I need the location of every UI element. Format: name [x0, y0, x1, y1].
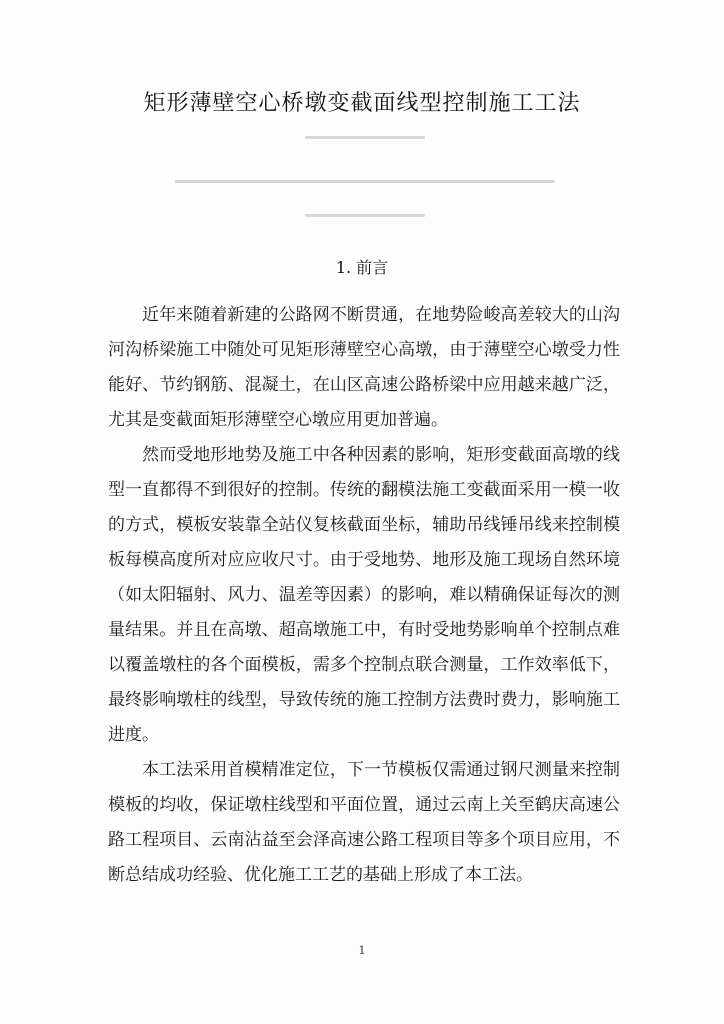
section-heading: 1. 前言: [335, 258, 389, 277]
document-title: 矩形薄壁空心桥墩变截面线型控制施工工法: [143, 91, 581, 116]
faded-line-mark: [305, 136, 425, 139]
faded-line-mark: [175, 180, 555, 183]
body-text: [108, 298, 620, 893]
paragraph: 近年来随着新建的公路网不断贯通，在地势险峻高差较大的山沟河沟桥梁施工中随处可见矩形薄壁空心高墩，由于薄壁空心墩受力性能好、节约钢筋、混凝土，在山区高速公路桥梁中应用越来越广泛，尤其是变截面矩形薄壁空心墩应用更加普遍。: [108, 305, 620, 430]
paragraph: 然而受地形地势及施工中各种因素的影响，矩形变截面高墩的线型一直都得不到很好的控制。传统的翻模法施工变截面采用一模一收的方式，模板安装靠全站仪复核截面坐标，辅助吊线锤吊线来控制模板每模高度所对应应收尺寸。由于受地势、地形及施工现场自然环境（如太阳辐射、风力、温差等因素）的影响，难以精确保证每次的测量结果。并且在高墩、超高墩施工中，有时受地势影响单个控制点难以覆盖墩柱的各个面模板，需多个控制点联合测量，工作效率低下，最终影响墩柱的线型，导致传统的施工控制方法费时费力，影响施工进度。: [108, 445, 620, 745]
paragraph: 本工法采用首模精准定位，下一节模板仅需通过钢尺测量来控制模板的均收，保证墩柱线型和平面位置，通过云南上关至鹤庆高速公路工程项目、云南沾益至会泽高速公路工程项目等多个项目应用，不断总结成功经验、优化施工工艺的基础上形成了本工法。: [108, 760, 620, 885]
faded-line-mark: [305, 214, 425, 217]
page-number: 1: [358, 944, 366, 957]
